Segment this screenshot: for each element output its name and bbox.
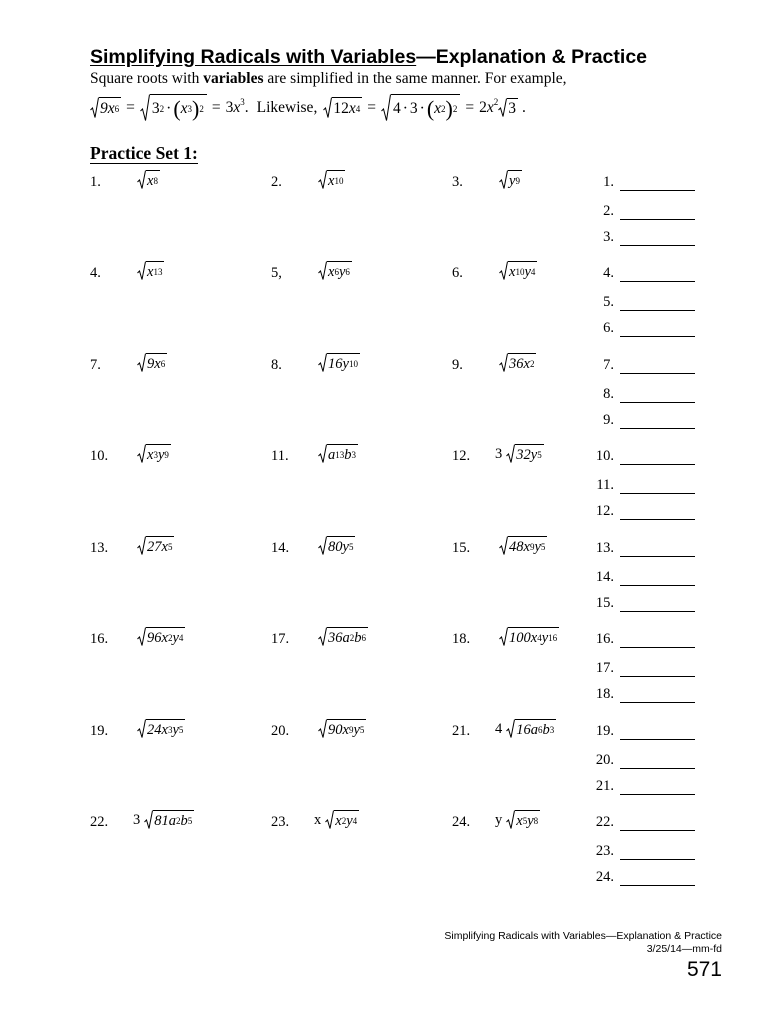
answer-line[interactable]: 12. xyxy=(594,503,695,520)
example-equation: 9 x 6 = 3 2 · ( x 3 ) 2 = $3x^3$ . Likewise, 12 x 4 = 4 · 3 · ( x 2 ) 2 = $2x^2$ 3 . xyxy=(90,93,526,123)
intro-bold-word: variables xyxy=(203,70,264,87)
problem-expression: x 10 xyxy=(318,169,345,191)
answer-line[interactable]: 23. xyxy=(594,843,695,860)
answer-line[interactable]: 7. xyxy=(594,357,695,374)
problem-number: 16. xyxy=(90,631,109,647)
problem-number: 6. xyxy=(452,265,463,281)
problem-expression: 100 x 4 y 16 xyxy=(499,626,559,648)
answer-line[interactable]: 10. xyxy=(594,448,695,465)
intro-after: are simplified in the same manner. For example, xyxy=(263,70,567,87)
example-radical-3: 3 xyxy=(498,98,518,118)
equals-sign: = xyxy=(465,99,475,116)
example-radical-9x6: 9 x 6 xyxy=(90,97,121,119)
answer-line[interactable]: 17. xyxy=(594,660,695,677)
footer xyxy=(444,930,722,956)
period: . xyxy=(522,99,526,116)
problem-expression: 80 y 5 xyxy=(318,535,355,557)
problem-number: 5, xyxy=(271,265,282,281)
answer-line[interactable]: 19. xyxy=(594,723,695,740)
problem-number: 10. xyxy=(90,448,109,464)
equals-sign: = xyxy=(126,99,135,116)
answer-line[interactable]: 4. xyxy=(594,265,695,282)
problem-expression: 16 y 10 xyxy=(318,352,360,374)
example-radical-expansion-2: 4 · 3 · ( x 2 ) 2 xyxy=(381,94,460,122)
problem-number: 7. xyxy=(90,357,101,373)
equals-sign: = xyxy=(211,99,221,116)
answer-line[interactable]: 13. xyxy=(594,540,695,557)
answer-line[interactable]: 20. xyxy=(594,752,695,769)
problem-number: 20. xyxy=(271,723,290,739)
problem-expression: y 9 xyxy=(499,169,522,191)
problem-number: 23. xyxy=(271,814,290,830)
answer-line[interactable]: 14. xyxy=(594,569,695,586)
answer-line[interactable]: 21. xyxy=(594,778,695,795)
answer-line[interactable]: 5. xyxy=(594,294,695,311)
worksheet-title xyxy=(90,46,647,69)
problem-number: 24. xyxy=(452,814,471,830)
example-radical-expansion: 3 2 · ( x 3 ) 2 xyxy=(140,94,207,122)
title-underlined-part: Simplifying Radicals with Variables xyxy=(90,46,417,68)
problem-expression: x 13 xyxy=(137,260,164,282)
intro-text xyxy=(90,70,567,88)
problem-expression: 90 x 9 y 5 xyxy=(318,718,366,740)
problem-number: 3. xyxy=(452,174,463,190)
problem-number: 12. xyxy=(452,448,471,464)
problem-number: 19. xyxy=(90,723,109,739)
problem-expression: 3 32 y 5 xyxy=(495,445,542,463)
answer-line[interactable]: 22. xyxy=(594,814,695,831)
problem-expression: x 10 y 4 xyxy=(499,260,537,282)
answer-line[interactable]: 15. xyxy=(594,595,695,612)
practice-set-title: Practice Set 1: xyxy=(90,143,198,163)
problem-number: 2. xyxy=(271,174,282,190)
footer-date: 3/25/14—mm-fd xyxy=(646,943,722,955)
answer-line[interactable]: 8. xyxy=(594,386,695,403)
likewise-word: Likewise, xyxy=(256,99,318,116)
answer-line[interactable]: 16. xyxy=(594,631,695,648)
problem-expression: x 8 xyxy=(137,169,160,191)
problem-expression: 3 81 a 2 b 5 xyxy=(133,811,193,829)
example-result: $3x^3$ xyxy=(225,97,245,116)
problem-number: 22. xyxy=(90,814,109,830)
title-rest: —Explanation & Practice xyxy=(416,46,648,68)
problem-expression: 9 x 6 xyxy=(137,352,167,374)
answer-line[interactable]: 3. xyxy=(594,229,695,246)
problem-number: 9. xyxy=(452,357,463,373)
problem-number: 14. xyxy=(271,540,290,556)
example-radical-12x4: 12 x 4 xyxy=(323,97,362,119)
problem-expression: 48 x 9 y 5 xyxy=(499,535,547,557)
answer-line[interactable]: 18. xyxy=(594,686,695,703)
problem-expression: 36 x 2 xyxy=(499,352,536,374)
problem-expression: x 3 y 9 xyxy=(137,443,171,465)
problem-number: 18. xyxy=(452,631,471,647)
problem-expression: 4 16 a 6 b 3 xyxy=(495,720,555,738)
example-result-2: $2x^2$ xyxy=(479,97,499,116)
problem-number: 8. xyxy=(271,357,282,373)
problem-expression: x 6 y 6 xyxy=(318,260,352,282)
page-number: 571 xyxy=(686,958,722,981)
problem-expression: x x 2 y 4 xyxy=(314,811,358,829)
problem-expression: 24 x 3 y 5 xyxy=(137,718,185,740)
answer-line[interactable]: 6. xyxy=(594,320,695,337)
problem-number: 21. xyxy=(452,723,471,739)
answer-line[interactable]: 1. xyxy=(594,174,695,191)
problem-number: 15. xyxy=(452,540,471,556)
problem-expression: a 13 b 3 xyxy=(318,443,358,465)
answer-line[interactable]: 11. xyxy=(594,477,695,494)
intro-before: Square roots with xyxy=(90,70,204,87)
problem-expression: 96 x 2 y 4 xyxy=(137,626,185,648)
answer-line[interactable]: 2. xyxy=(594,203,695,220)
problem-expression: 27 x 5 xyxy=(137,535,174,557)
footer-title: Simplifying Radicals with Variables—Explanation & Practice xyxy=(444,930,722,942)
problem-number: 1. xyxy=(90,174,101,190)
problem-expression: 36 a 2 b 6 xyxy=(318,626,368,648)
problem-number: 4. xyxy=(90,265,101,281)
problem-number: 11. xyxy=(271,448,289,464)
answer-line[interactable]: 9. xyxy=(594,412,695,429)
equals-sign: = xyxy=(367,99,376,116)
problem-number: 13. xyxy=(90,540,109,556)
problem-number: 17. xyxy=(271,631,290,647)
answer-line[interactable]: 24. xyxy=(594,869,695,886)
problem-expression: y x 5 y 8 xyxy=(495,811,539,829)
